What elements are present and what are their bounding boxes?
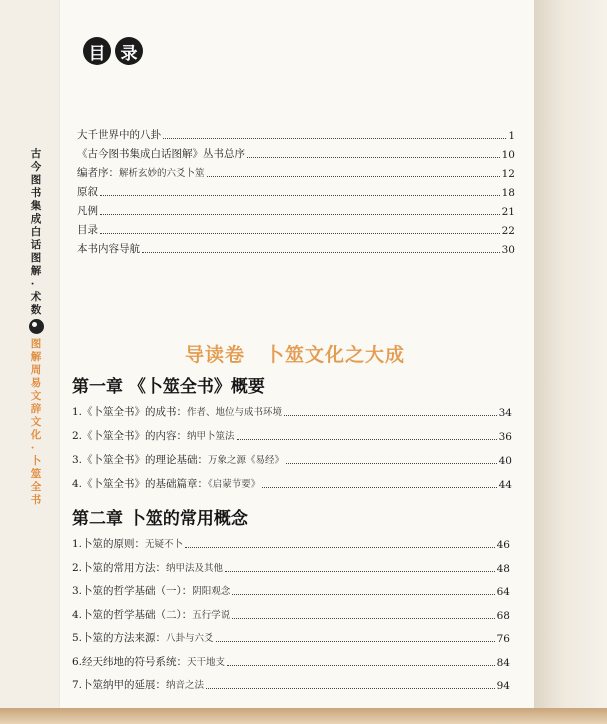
leader-dots bbox=[232, 618, 494, 619]
toc-entry[interactable] bbox=[72, 536, 510, 551]
spine-char: 书 bbox=[30, 187, 42, 199]
spine-char: 数 bbox=[30, 304, 42, 316]
leader-dots bbox=[237, 439, 497, 440]
spine-char: 白 bbox=[30, 226, 42, 238]
toc-page-number: 21 bbox=[501, 206, 515, 218]
toc-entry-title: 目录 bbox=[77, 224, 98, 236]
leader-dots bbox=[286, 463, 497, 464]
chapter-title: 第一章 《卜筮全书》概要 bbox=[72, 377, 265, 397]
toc-entry[interactable] bbox=[77, 203, 515, 218]
toc-page-number: 18 bbox=[501, 187, 515, 199]
toc-entry-label bbox=[77, 184, 100, 199]
spine-char: 集 bbox=[30, 200, 42, 212]
toc-entry[interactable] bbox=[72, 630, 510, 645]
toc-entry[interactable] bbox=[77, 146, 515, 161]
spine-char: · bbox=[30, 278, 35, 290]
toc-page-number: 30 bbox=[501, 244, 515, 256]
toc-entry[interactable] bbox=[72, 654, 510, 669]
toc-entry-subtitle: 天干地支 bbox=[187, 656, 226, 668]
toc-entry-title: 原叙 bbox=[77, 186, 98, 198]
spine-char: · bbox=[30, 442, 35, 454]
toc-entry[interactable] bbox=[77, 241, 515, 256]
toc-page-number: 84 bbox=[496, 656, 510, 669]
chapter-title: 第二章 卜筮的常用概念 bbox=[72, 509, 248, 529]
spine-char: 图 bbox=[30, 338, 42, 350]
leader-dots bbox=[185, 547, 495, 548]
spine-char: 化 bbox=[30, 429, 42, 441]
toc-entry[interactable] bbox=[72, 428, 512, 443]
spine-char: 图 bbox=[30, 174, 42, 186]
spine-char: 成 bbox=[30, 213, 42, 225]
toc-entry-title: 3.《卜筮全书》的理论基础： bbox=[72, 454, 209, 466]
spine-char: 辞 bbox=[30, 403, 42, 415]
toc-page-number: 40 bbox=[498, 455, 512, 467]
toc-entry-title: 6.经天纬地的符号系统： bbox=[72, 655, 188, 668]
leader-dots bbox=[163, 138, 506, 139]
toc-entry-label bbox=[72, 536, 185, 551]
spine-char: 文 bbox=[30, 390, 42, 402]
leader-dots bbox=[216, 641, 495, 642]
toc-entry[interactable] bbox=[72, 677, 510, 692]
toc-entry-subtitle: 纳音之法 bbox=[166, 680, 205, 691]
toc-entry[interactable] bbox=[72, 583, 510, 598]
toc-entry-subtitle: 五行学说 bbox=[192, 609, 231, 621]
toc-entry-label bbox=[77, 203, 100, 218]
spine-char: 全 bbox=[30, 481, 42, 493]
toc-page-number: 36 bbox=[498, 431, 512, 443]
section-title: 导读卷 卜筮文化之大成 bbox=[185, 344, 406, 366]
toc-page-number: 12 bbox=[501, 168, 515, 180]
toc-entry-title: 1.卜筮的原则： bbox=[72, 538, 146, 550]
toc-page-number: 34 bbox=[498, 407, 512, 419]
spine-char: 文 bbox=[30, 416, 42, 428]
leader-dots bbox=[232, 594, 494, 595]
toc-page-number: 76 bbox=[496, 633, 510, 645]
toc-entry-subtitle: 八卦与六爻 bbox=[166, 633, 214, 644]
contents-heading-char: 目 bbox=[83, 37, 111, 65]
toc-entry[interactable] bbox=[72, 560, 510, 575]
toc-entry-label bbox=[72, 404, 284, 419]
leader-dots bbox=[100, 233, 500, 234]
leader-dots bbox=[227, 665, 495, 666]
toc-entry[interactable] bbox=[72, 476, 512, 491]
toc-entry-label bbox=[72, 476, 262, 491]
spine-char: 易 bbox=[30, 377, 42, 389]
toc-page-number: 64 bbox=[496, 586, 510, 598]
spine-char: 卜 bbox=[30, 455, 42, 467]
toc-entry-label bbox=[72, 677, 206, 692]
toc-entry[interactable] bbox=[77, 165, 515, 180]
bottom-edge bbox=[0, 708, 607, 724]
leader-dots bbox=[142, 252, 500, 253]
spine-char: 话 bbox=[30, 239, 42, 251]
toc-entry-label bbox=[72, 654, 227, 669]
toc-entry[interactable] bbox=[77, 222, 515, 237]
toc-entry-label bbox=[72, 452, 286, 467]
toc-page-number: 22 bbox=[501, 225, 515, 237]
spine-char: 术 bbox=[30, 291, 42, 303]
toc-entry-title: 编者序： bbox=[77, 167, 119, 179]
toc-entry-title: 4.《卜筮全书》的基础篇章： bbox=[72, 478, 209, 490]
toc-page-number: 44 bbox=[498, 479, 512, 491]
toc-entry-label bbox=[77, 165, 207, 180]
contents-heading-char: 录 bbox=[115, 37, 143, 65]
toc-entry-title: 5.卜筮的方法来源： bbox=[72, 632, 167, 644]
toc-entry-title: 1.《卜筮全书》的成书： bbox=[72, 406, 188, 418]
toc-page-number: 1 bbox=[508, 130, 515, 142]
contents-heading bbox=[83, 37, 143, 65]
toc-entry-subtitle: 解析玄妙的六爻卜筮 bbox=[119, 168, 205, 179]
spine-char: 书 bbox=[30, 494, 42, 506]
toc-entry-title: 3.卜筮的哲学基础（一）： bbox=[72, 585, 193, 597]
toc-page-number: 68 bbox=[496, 609, 510, 622]
toc-entry-subtitle: 万象之源《易经》 bbox=[208, 455, 285, 466]
leader-dots bbox=[100, 214, 500, 215]
toc-entry-label bbox=[72, 428, 237, 443]
toc-entry-subtitle: 《启蒙节要》 bbox=[208, 479, 261, 490]
toc-entry[interactable] bbox=[72, 404, 512, 419]
spine-char: 今 bbox=[30, 161, 42, 173]
spine-char: 解 bbox=[30, 351, 42, 363]
yin-yang-icon bbox=[29, 319, 44, 334]
toc-entry-title: 大千世界中的八卦 bbox=[77, 129, 161, 141]
toc-entry-title: 4.卜筮的哲学基础（二）： bbox=[72, 608, 193, 621]
toc-entry[interactable] bbox=[77, 127, 515, 142]
toc-entry-label bbox=[77, 222, 100, 237]
toc-entry[interactable] bbox=[72, 452, 512, 467]
toc-entry-label bbox=[72, 630, 216, 645]
toc-entry-subtitle: 无疑不卜 bbox=[145, 539, 184, 550]
leader-dots bbox=[225, 571, 495, 572]
page-fold bbox=[534, 0, 607, 724]
toc-entry-label bbox=[72, 607, 232, 622]
toc-entry-label bbox=[77, 146, 247, 161]
spine-char: 周 bbox=[30, 364, 42, 376]
toc-entry-title: 《古今图书集成白话图解》丛书总序 bbox=[77, 148, 245, 160]
toc-page-number: 94 bbox=[496, 680, 510, 692]
toc-entry-subtitle: 纳甲卜筮法 bbox=[187, 431, 235, 442]
toc-page-number: 10 bbox=[501, 149, 515, 161]
spine-char: 解 bbox=[30, 265, 42, 277]
toc-entry-subtitle: 纳甲法及其他 bbox=[166, 562, 224, 574]
leader-dots bbox=[247, 157, 500, 158]
leader-dots bbox=[100, 195, 500, 196]
toc-entry-subtitle: 阴阳观念 bbox=[192, 586, 231, 597]
toc-entry[interactable] bbox=[77, 184, 515, 199]
toc-entry-label bbox=[77, 127, 163, 142]
leader-dots bbox=[262, 487, 496, 488]
toc-entry-title: 2.《卜筮全书》的内容： bbox=[72, 430, 188, 442]
toc-page-number: 46 bbox=[496, 539, 510, 551]
toc-entry-title: 本书内容导航 bbox=[77, 243, 140, 255]
spine-char: 筮 bbox=[30, 468, 42, 480]
toc-entry-label bbox=[77, 241, 142, 256]
leader-dots bbox=[206, 688, 495, 689]
toc-entry-title: 7.卜筮纳甲的延展： bbox=[72, 679, 167, 691]
toc-entry-label bbox=[72, 583, 232, 598]
spine-char: 图 bbox=[30, 252, 42, 264]
leader-dots bbox=[284, 415, 497, 416]
toc-entry-title: 2.卜筮的常用方法： bbox=[72, 561, 167, 574]
toc-entry-subtitle: 作者、地位与成书环境 bbox=[187, 407, 283, 418]
toc-page-number: 48 bbox=[496, 562, 510, 575]
spine-series-title bbox=[27, 148, 45, 507]
toc-entry[interactable] bbox=[72, 607, 510, 622]
spine-char: 古 bbox=[30, 148, 42, 160]
toc-entry-label bbox=[72, 560, 225, 575]
toc-entry-title: 凡例 bbox=[77, 205, 98, 217]
leader-dots bbox=[207, 176, 500, 177]
